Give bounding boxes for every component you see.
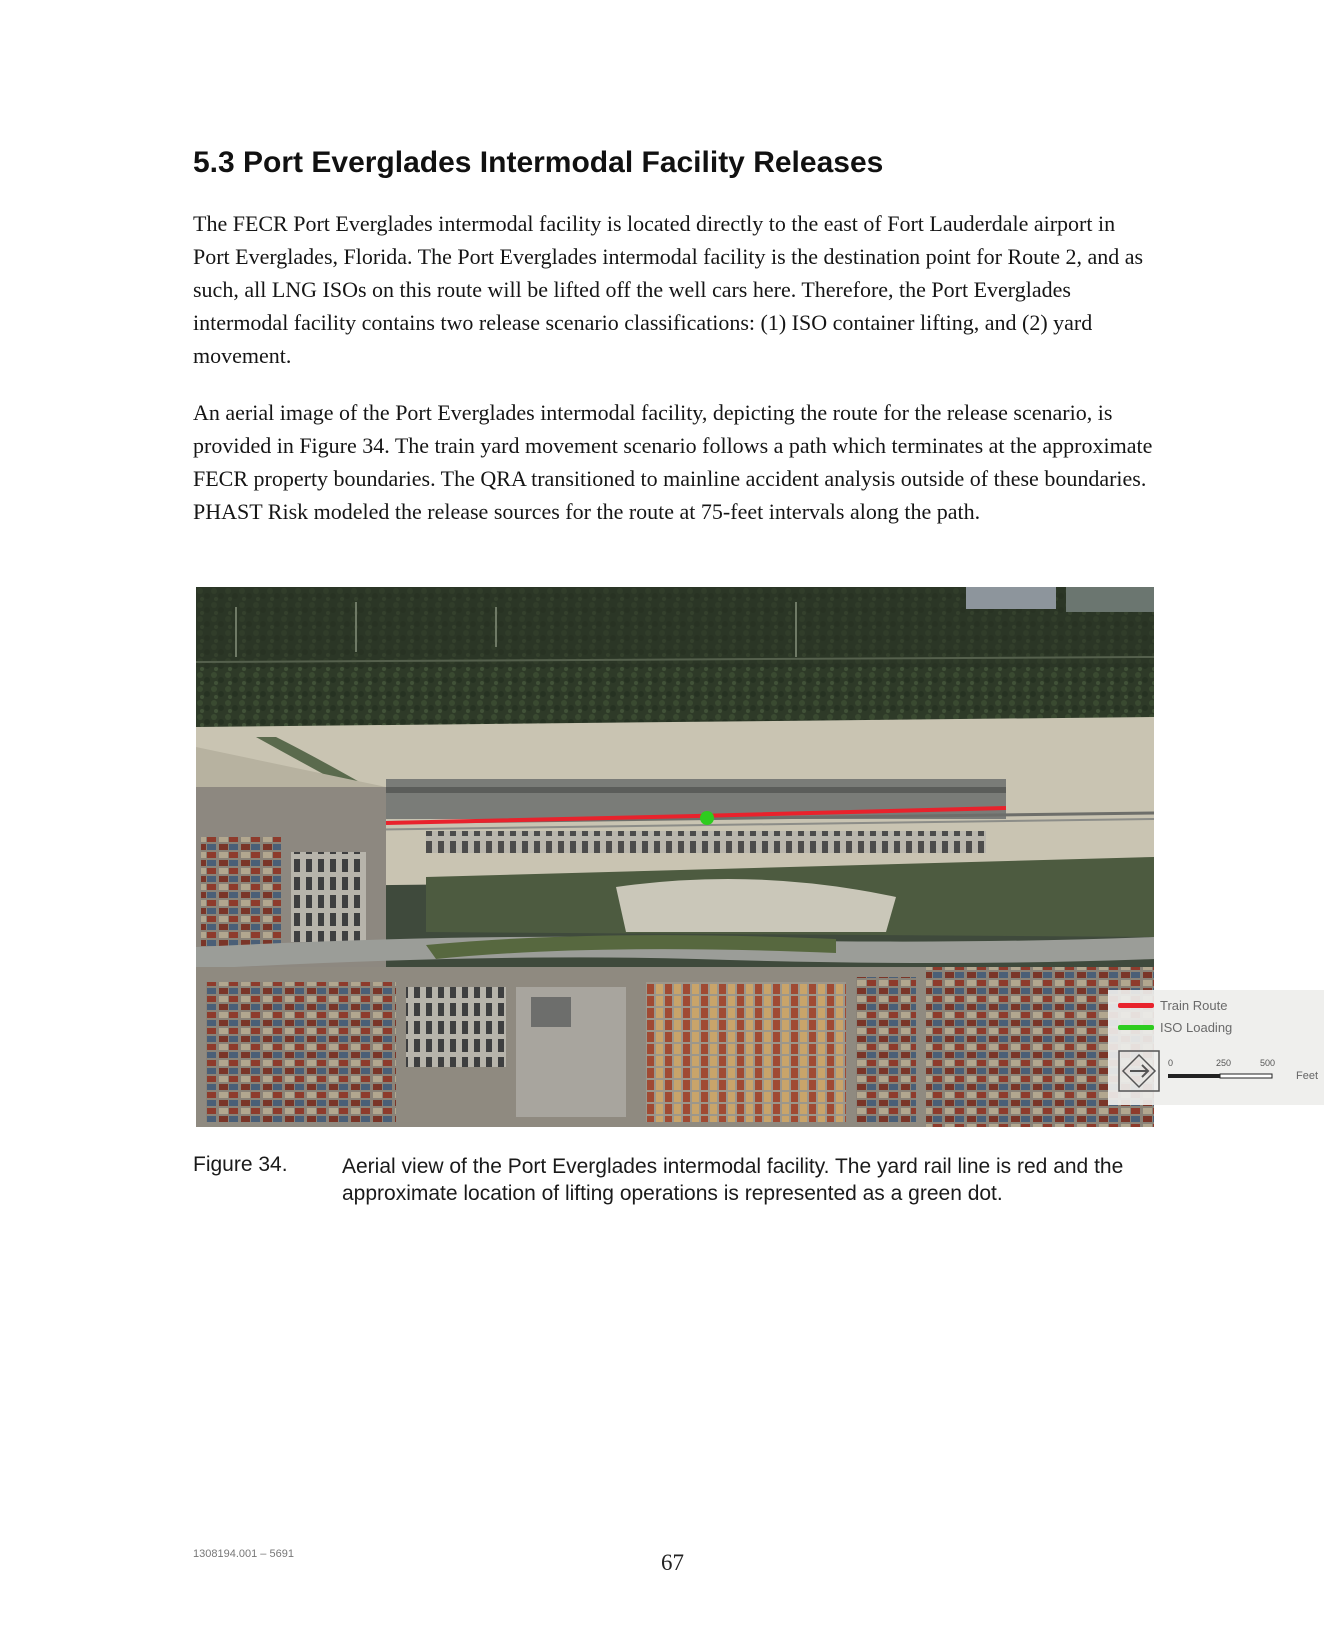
legend-label: ISO Loading (1160, 1019, 1233, 1035)
scale-bar (1168, 1058, 1318, 1094)
body-paragraph: The FECR Port Everglades intermodal facility is located directly to the east of Fort Lauderdale airport in Port Everglades, Florida. The Port Everglades intermodal facility is the destination point for Route 2, and as such, all LNG ISOs on this route will be lifted off the well cars here. Therefore, the Port Everglades intermodal facility contains two release scenario classifications: (1) ISO container lifting, and (2) yard movement. (193, 211, 1144, 368)
scale-tick-label: 0 (1168, 1058, 1174, 1068)
section-heading: 5.3 Port Everglades Intermodal Facility Releases (193, 146, 884, 179)
scale-units: Feet (1296, 1070, 1319, 1082)
document-id: 1308194.001 – 5691 (193, 1548, 294, 1560)
scale-tick-label: 250 (1216, 1058, 1232, 1068)
aerial-image (196, 587, 1319, 1127)
iso-loading-swatch (1118, 1025, 1154, 1030)
legend-item-train-route (1118, 996, 1227, 1014)
north-arrow-icon (1118, 1050, 1160, 1092)
page-number: 67 (661, 1550, 684, 1575)
scale-tick-label: 500 (1260, 1058, 1276, 1068)
legend-label: Train Route (1160, 997, 1228, 1013)
train-route-swatch (1118, 1003, 1154, 1008)
map-legend (1108, 990, 1324, 1105)
iso-loading-dot (700, 811, 714, 825)
legend-item-iso-loading (1118, 1018, 1232, 1036)
aerial-photo-rendering (196, 587, 1154, 1127)
body-paragraph: An aerial image of the Port Everglades intermodal facility, depicting the route for the release scenario, is provided in Figure 34. The train yard movement scenario follows a path which terminates at the approximate FECR property boundaries. The QRA transitioned to mainline accident analysis outside of these boundaries. PHAST Risk modeled the release sources for the route at 75-feet intervals along the path. (193, 400, 1153, 524)
figure-label: Figure 34. (193, 1153, 288, 1176)
figure-caption: Aerial view of the Port Everglades intermodal facility. The yard rail line is red and the approximate location of lifting operations is represented as a green dot. (342, 1155, 1124, 1205)
